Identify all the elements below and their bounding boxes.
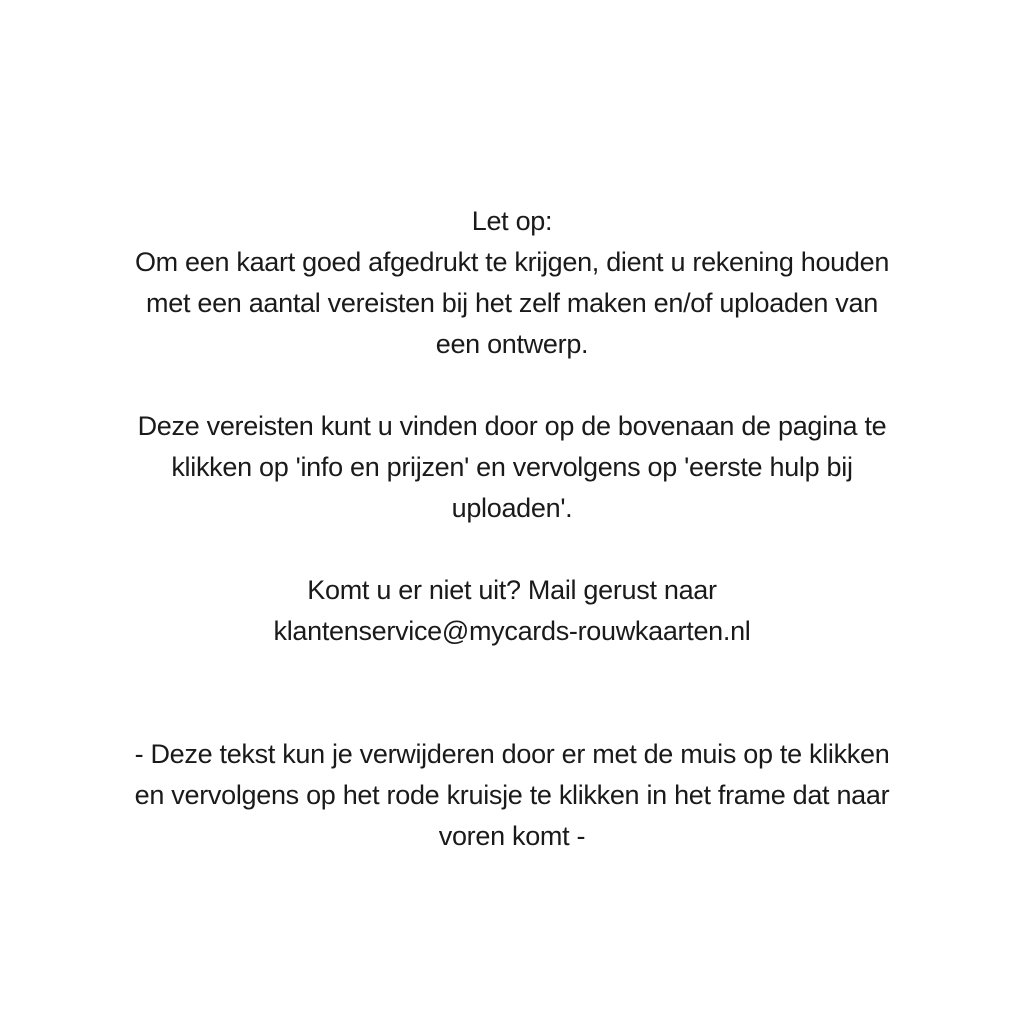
paragraph-line: klikken op 'info en prijzen' en vervolgens op 'eerste hulp bij [171,452,853,482]
removal-hint-line: voren komt - [438,821,586,851]
paragraph-line: Deze vereisten kunt u vinden door op de bovenaan de pagina te [137,411,887,441]
contact-email: klantenservice@mycards-rouwkaarten.nl [273,616,751,646]
paragraph-line: Om een kaart goed afgedrukt te krijgen, dient u rekening houden [134,247,890,277]
paragraph-line: uploaden'. [451,493,573,523]
removal-hint-line: en vervolgens op het rode kruisje te klikken in het frame dat naar [134,780,890,810]
paragraph-line: met een aantal vereisten bij het zelf maken en/of uploaden van [146,288,878,318]
blank-line [70,365,954,406]
removal-hint-line: - Deze tekst kun je verwijderen door er met de muis op te klikken [134,739,890,769]
blank-line [70,652,954,693]
blank-line [70,529,954,570]
blank-line [70,693,954,734]
contact-line: Komt u er niet uit? Mail gerust naar [307,575,717,605]
paragraph-line: een ontwerp. [435,329,589,359]
notice-heading: Let op: [471,206,553,236]
instruction-textbox[interactable] [70,201,954,857]
